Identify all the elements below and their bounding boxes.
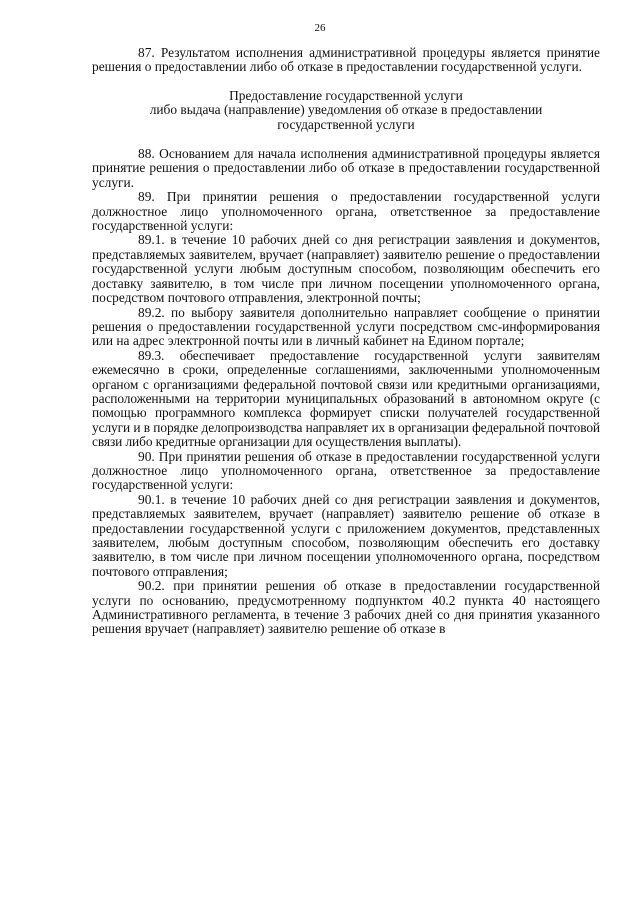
paragraph-87: 87. Результатом исполнения административной процедуры является принятие решения о предоставлении либо об отказе в предоставлении государственной услуги.: [92, 45, 600, 75]
section-heading-line-1: Предоставление государственной услуги: [229, 87, 463, 103]
paragraph-90-2: 90.2. при принятии решения об отказе в предоставлении государственной услуги по основанию, предусмотренному подпунктом 40.2 пункта 40 настоящего Административного регламента, в течение 3 рабочих дней со дня принятия указанного решения вручает (направляет) заявителю решение об отказе в: [92, 578, 600, 637]
paragraph-89: 89. При принятии решения о предоставлении государственной услуги должностное лицо уполномоченного органа, ответственное за предоставление государственной услуги:: [92, 189, 600, 234]
paragraph-89-1: 89.1. в течение 10 рабочих дней со дня регистрации заявления и документов, представляемых заявителем, вручает (направляет) заявителю решение о предоставлении государственной услуги любым доступным способом, позволяющим обеспечить его доставку заявителю, в том числе при личном посещении уполномоченного органа, посредством почтового отправления, электронной почты;: [92, 232, 600, 306]
section-heading-line-3: государственной услуги: [277, 116, 415, 132]
page-number: 26: [314, 22, 326, 34]
paragraph-88: 88. Основанием для начала исполнения административной процедуры является принятие решения о предоставлении либо об отказе в предоставлении государственной услуги.: [92, 146, 600, 190]
section-heading: [92, 89, 600, 132]
paragraph-89-3: 89.3. обеспечивает предоставление государственной услуги заявителям ежемесячно в сроки, определенные соглашениями, заключенными уполномоченным органом с организациями федеральной почтовой связи или кредитными организациями, расположенными на территории муниципальных образований в автономном округе (с помощью программного комплекса формирует списки получателей государственной услуги и в порядке делопроизводства направляет их в организации федеральной почтовой связи либо кредитные организации для осуществления выплаты).: [92, 347, 600, 450]
paragraph-89-2: 89.2. по выбору заявителя дополнительно направляет сообщение о принятии решения о предоставлении государственной услуги посредством смс-информирования или на адрес электронной почты или в личный кабинет на Едином портале;: [92, 304, 600, 349]
document-body: [92, 46, 600, 637]
paragraph-90: 90. При принятии решения об отказе в предоставлении государственной услуги должностное лицо уполномоченного органа, ответственное за предоставление государственной услуги:: [92, 448, 600, 493]
section-heading-line-2: либо выдача (направление) уведомления об отказе в предоставлении: [149, 102, 543, 118]
paragraph-90-1: 90.1. в течение 10 рабочих дней со дня регистрации заявления и документов, представляемых заявителем, вручает (направляет) заявителю решение об отказе в предоставлении государственной услуги с приложением документов, представленных заявителем, любым доступным способом, позволяющим обеспечить его доставку заявителю, в том числе при личном посещении уполномоченного органа, посредством почтового отправления;: [92, 491, 600, 579]
